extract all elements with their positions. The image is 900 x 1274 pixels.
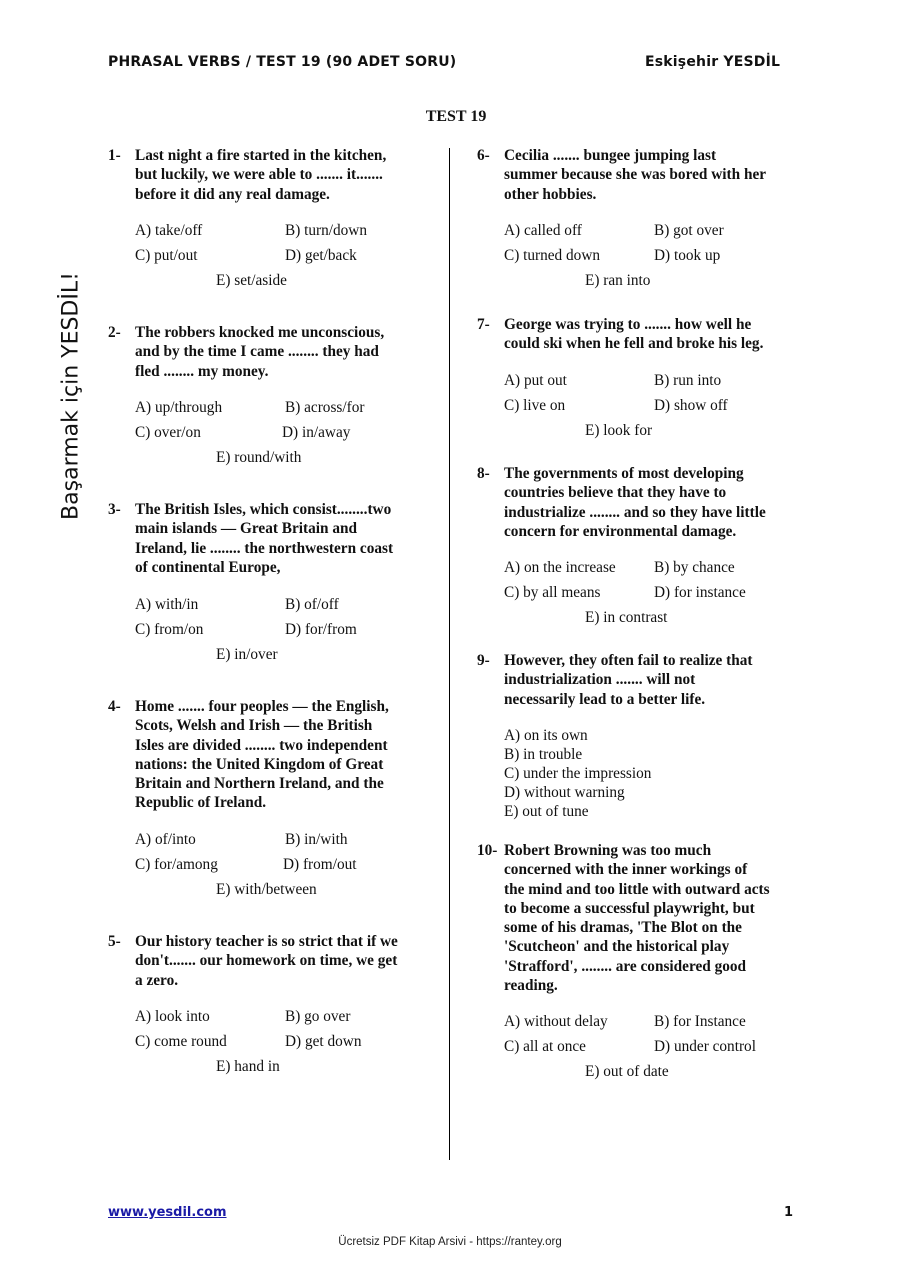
question-text: Home ....... four peoples — the English, Scots, Welsh and Irish — the British Isles are divided ........ two independent nations: the United Kingdom of Great Britain and Northern Ireland, and the Republic of Ireland. xyxy=(135,698,389,812)
question-number: 4- xyxy=(108,698,121,715)
option-d[interactable]: D) from/out xyxy=(283,856,357,873)
option-a[interactable]: A) take/off xyxy=(135,222,203,239)
question-text: Robert Browning was too much concerned with the inner workings of the mind and too little with outward acts to become a successful playwright, but some of his dramas, 'The Blot on the 'Scutcheon' and the historical play 'Strafford', ........ are considered good reading. xyxy=(504,842,770,995)
header-title: PHRASAL VERBS / TEST 19 (90 ADET SORU) xyxy=(108,54,457,70)
option-a[interactable]: A) with/in xyxy=(135,596,199,613)
option-c[interactable]: C) over/on xyxy=(135,424,201,441)
question-number: 9- xyxy=(477,652,490,669)
option-c[interactable]: C) live on xyxy=(504,397,566,414)
question-number: 7- xyxy=(477,316,490,333)
question-number: 6- xyxy=(477,147,490,164)
option-a[interactable]: A) up/through xyxy=(135,399,223,416)
option-a[interactable]: A) called off xyxy=(504,222,582,239)
option-d[interactable]: D) for/from xyxy=(285,621,357,638)
option-b[interactable]: B) by chance xyxy=(654,559,735,576)
option-d[interactable]: D) took up xyxy=(654,247,721,264)
option-b[interactable]: B) in trouble xyxy=(504,746,583,763)
question-number: 3- xyxy=(108,501,121,518)
option-b[interactable]: B) turn/down xyxy=(285,222,368,239)
header-publisher: Eskişehir YESDİL xyxy=(645,54,781,70)
option-e[interactable]: E) with/between xyxy=(216,881,317,898)
option-b[interactable]: B) across/for xyxy=(285,399,365,416)
option-c[interactable]: C) under the impression xyxy=(504,765,652,782)
option-d[interactable]: D) in/away xyxy=(282,424,351,441)
option-e[interactable]: E) out of tune xyxy=(504,803,589,820)
question-text: However, they often fail to realize that industrialization ....... will not necessarily lead to a better life. xyxy=(504,652,753,708)
option-c[interactable]: C) from/on xyxy=(135,621,204,638)
question-text: Last night a fire started in the kitchen, but luckily, we were able to ....... it....... before it did any real damage. xyxy=(135,147,387,203)
option-e[interactable]: E) in/over xyxy=(216,646,278,663)
option-b[interactable]: B) in/with xyxy=(285,831,348,848)
option-a[interactable]: A) on its own xyxy=(504,727,588,744)
option-b[interactable]: B) got over xyxy=(654,222,724,239)
option-d[interactable]: D) under control xyxy=(654,1038,756,1055)
option-a[interactable]: A) on the increase xyxy=(504,559,616,576)
option-c[interactable]: C) turned down xyxy=(504,247,601,264)
test-title: TEST 19 xyxy=(425,108,487,125)
option-e[interactable]: E) ran into xyxy=(585,272,651,289)
question-number: 8- xyxy=(477,465,490,482)
page-number: 1 xyxy=(784,1205,794,1220)
option-d[interactable]: D) for instance xyxy=(654,584,746,601)
option-d[interactable]: D) show off xyxy=(654,397,728,414)
question-text: The British Isles, which consist........two main islands — Great Britain and Ireland, lie ........ the northwestern coast of continental Europe, xyxy=(135,501,394,576)
column-divider xyxy=(449,148,450,1160)
option-b[interactable]: B) run into xyxy=(654,372,722,389)
option-c[interactable]: C) for/among xyxy=(135,856,218,873)
option-e[interactable]: E) set/aside xyxy=(216,272,287,289)
option-e[interactable]: E) out of date xyxy=(585,1063,669,1080)
option-b[interactable]: B) go over xyxy=(285,1008,351,1025)
option-e[interactable]: E) look for xyxy=(585,422,653,439)
option-e[interactable]: E) hand in xyxy=(216,1058,280,1075)
option-e[interactable]: E) round/with xyxy=(216,449,302,466)
option-e[interactable]: E) in contrast xyxy=(585,609,668,626)
option-b[interactable]: B) of/off xyxy=(285,596,339,613)
option-c[interactable]: C) come round xyxy=(135,1033,227,1050)
question-text: George was trying to ....... how well he could ski when he fell and broke his leg. xyxy=(504,316,764,353)
option-a[interactable]: A) of/into xyxy=(135,831,196,848)
option-c[interactable]: C) by all means xyxy=(504,584,601,601)
option-d[interactable]: D) get/back xyxy=(285,247,357,264)
option-b[interactable]: B) for Instance xyxy=(654,1013,746,1030)
option-d[interactable]: D) without warning xyxy=(504,784,625,801)
question-text: Our history teacher is so strict that if we don't....... our homework on time, we get a zero. xyxy=(135,933,398,989)
question-number: 1- xyxy=(108,147,121,164)
question-text: Cecilia ....... bungee jumping last summer because she was bored with her other hobbies. xyxy=(504,147,767,203)
question-number: 5- xyxy=(108,933,121,950)
question-text: The robbers knocked me unconscious, and by the time I came ........ they had fled ........ my money. xyxy=(135,324,385,380)
website-link[interactable]: www.yesdil.com xyxy=(108,1205,227,1220)
option-d[interactable]: D) get down xyxy=(285,1033,362,1050)
option-c[interactable]: C) all at once xyxy=(504,1038,586,1055)
option-a[interactable]: A) put out xyxy=(504,372,567,389)
question-number: 10- xyxy=(477,842,498,859)
side-slogan: Başarmak için YESDİL! xyxy=(58,272,84,520)
option-a[interactable]: A) look into xyxy=(135,1008,210,1025)
option-c[interactable]: C) put/out xyxy=(135,247,198,264)
question-text: The governments of most developing countries believe that they have to industrialize ........ and so they have little concern for environmental damage. xyxy=(504,465,766,540)
question-number: 2- xyxy=(108,324,121,341)
option-a[interactable]: A) without delay xyxy=(504,1013,608,1030)
archive-note: Ücretsiz PDF Kitap Arsivi - https://rantey.org xyxy=(338,1236,562,1248)
